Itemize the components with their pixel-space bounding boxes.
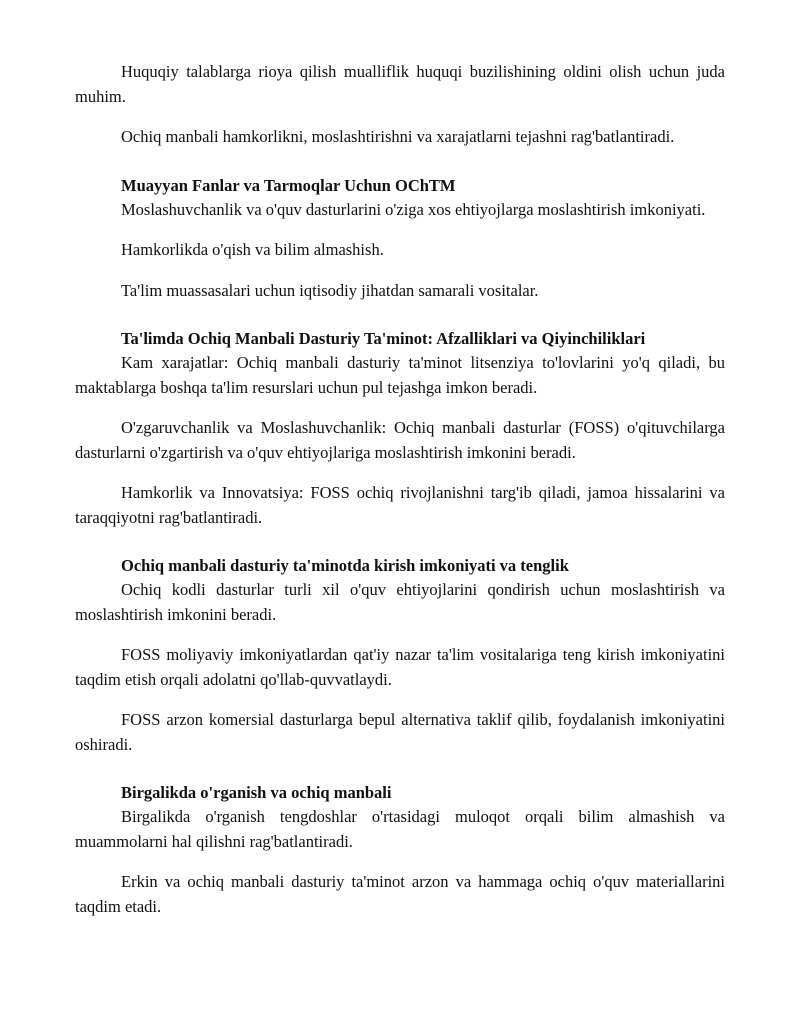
section-heading: Birgalikda o'rganish va ochiq manbali [121,783,392,802]
paragraph: O'zgaruvchanlik va Moslashuvchanlik: Ochiq manbali dasturlar (FOSS) o'qituvchilarga dasturlarni o'zgartirish va o'quv ehtiyojlariga moslashtirish imkonini beradi. [75,418,725,462]
paragraph: FOSS moliyaviy imkoniyatlardan qat'iy nazar ta'lim vositalariga teng kirish imkoniyatini taqdim etish orqali adolatni qo'llab-quvvatlaydi. [75,645,725,689]
section-heading: Ta'limda Ochiq Manbali Dasturiy Ta'minot: Afzalliklari va Qiyinchiliklari [121,329,646,348]
paragraph: Moslashuvchanlik va o'quv dasturlarini o'ziga xos ehtiyojlarga moslashtirish imkoniyati. [121,199,706,219]
paragraph: Ta'lim muassasalari uchun iqtisodiy jihatdan samarali vositalar. [121,280,539,300]
paragraph: Birgalikda o'rganish tengdoshlar o'rtasidagi muloqot orqali bilim almashish va muammolarni hal qilishni rag'batlantiradi. [75,807,725,851]
section-heading: Muayyan Fanlar va Tarmoqlar Uchun OChTM [121,175,456,195]
paragraph: Ochiq kodli dasturlar turli xil o'quv ehtiyojlarini qondirish uchun moslashtirish va moslashtirish imkonini beradi. [75,580,725,624]
paragraph: Erkin va ochiq manbali dasturiy ta'minot arzon va hammaga ochiq o'quv materiallarini taqdim etadi. [75,872,725,916]
paragraph: Kam xarajatlar: Ochiq manbali dasturiy ta'minot litsenziya to'lovlarini yo'q qiladi, bu maktablarga boshqa ta'lim resurslari uchun pul tejashga imkon beradi. [75,353,725,397]
document-page [75,60,725,935]
paragraph: Huquqiy talablarga rioya qilish mualliflik huquqi buzilishining oldini olish uchun juda muhim. [75,62,725,106]
paragraph: Hamkorlik va Innovatsiya: FOSS ochiq rivojlanishni targ'ib qiladi, jamoa hissalarini va taraqqiyotni rag'batlantiradi. [75,483,725,527]
paragraph: Ochiq manbali hamkorlikni, moslashtirishni va xarajatlarni tejashni rag'batlantiradi. [121,127,675,146]
paragraph: Hamkorlikda o'qish va bilim almashish. [121,240,384,259]
paragraph: FOSS arzon komersial dasturlarga bepul alternativa taklif qilib, foydalanish imkoniyatini oshiradi. [75,710,725,754]
section-heading: Ochiq manbali dasturiy ta'minotda kirish imkoniyati va tenglik [121,556,569,575]
